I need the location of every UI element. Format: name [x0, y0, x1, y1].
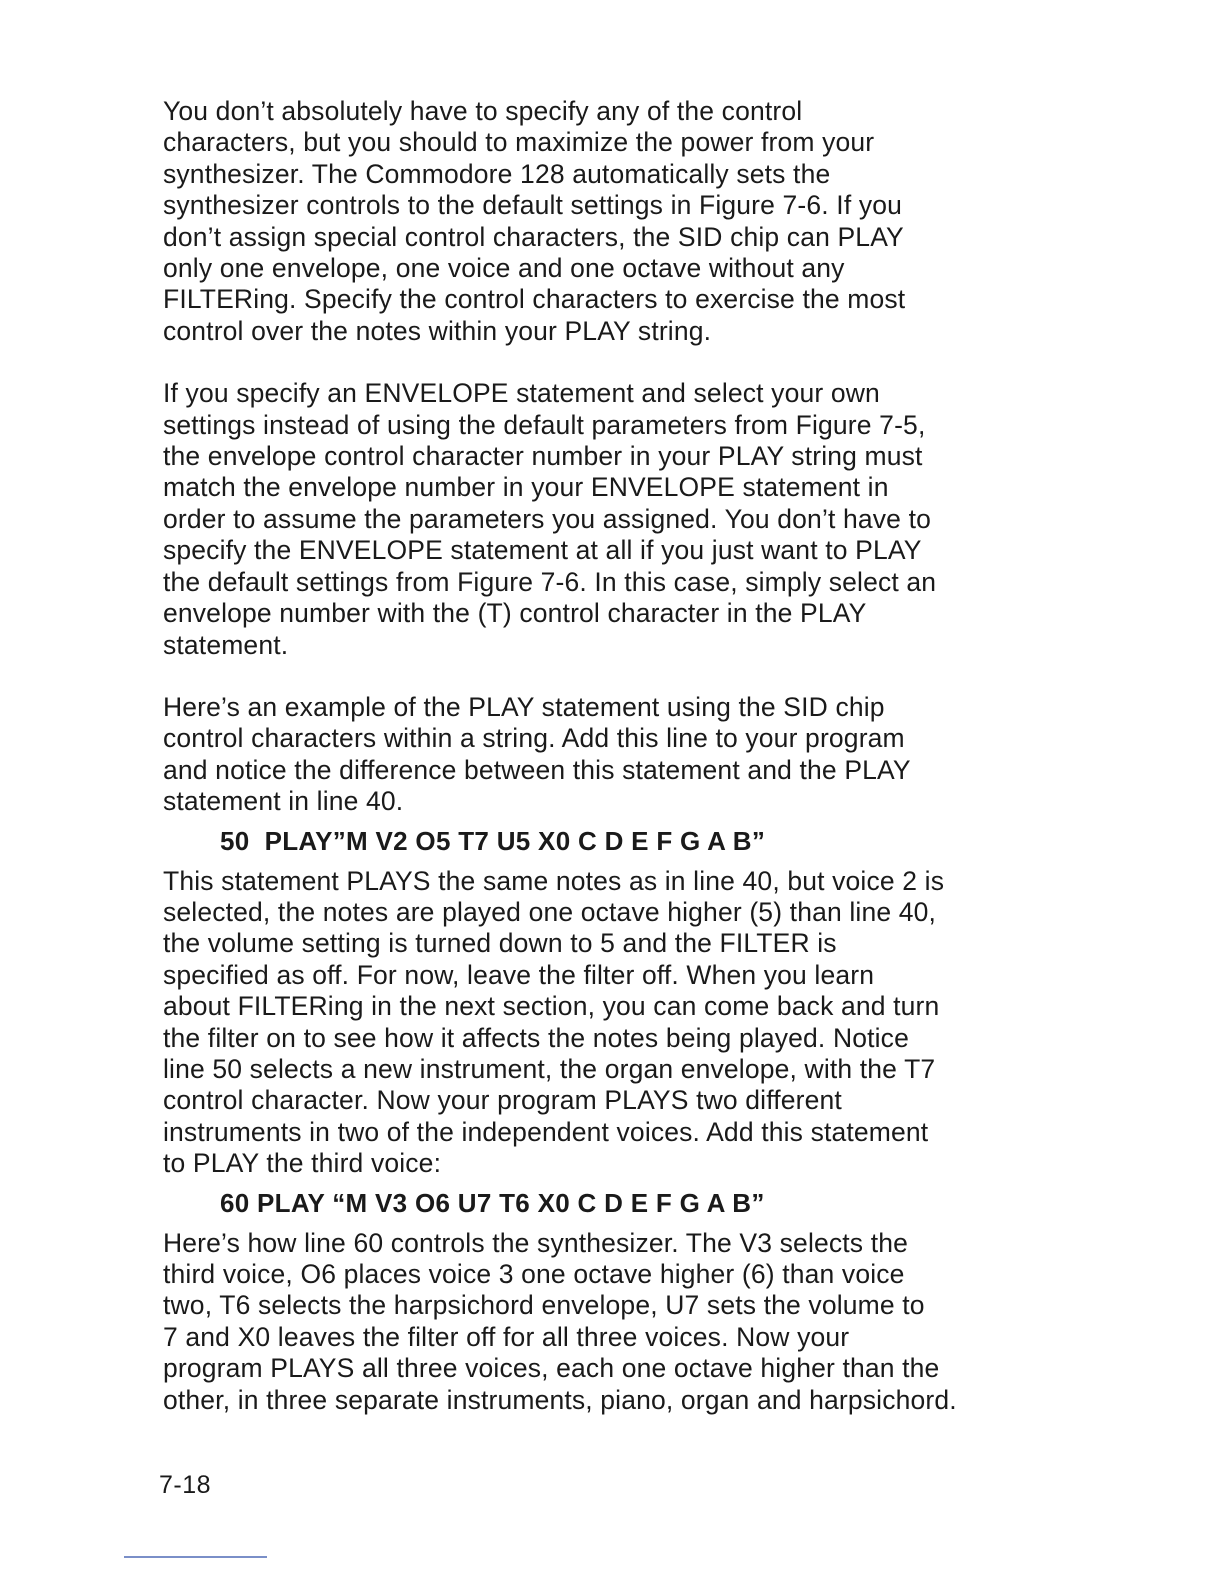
code-line-50: 50 PLAY”M V2 O5 T7 U5 X0 C D E F G A B”: [220, 825, 766, 856]
page-body: [163, 96, 1063, 1416]
paragraph-line-50-explanation: This statement PLAYS the same notes as in line 40, but voice 2 is selected, the notes are played one octave higher (5) than line 40, the volume setting is turned down to 5 and the FILTER is specified as off. For now, leave the filter off. When you learn about FILTERing in the next section, you can come back and turn the filter on to see how it affects the notes being played. Notice line 50 selects a new instrument, the organ envelope, with the T7 control character. Now your program PLAYS two different instruments in two of the independent voices. Add this statement to PLAY the third voice:: [163, 865, 945, 1179]
bottom-rule-divider: [124, 1556, 267, 1558]
paragraph-control-characters: You don’t absolutely have to specify any of the control characters, but you should to maximize the power from your synthesizer. The Commodore 128 automatically sets the synthesizer controls to the default settings in Figure 7-6. If you don’t assign special control characters, the SID chip can PLAY only one envelope, one voice and one octave without any FILTERing. Specify the control characters to exercise the most control over the notes within your PLAY string.: [163, 96, 906, 346]
code-line-60: 60 PLAY “M V3 O6 U7 T6 X0 C D E F G A B”: [220, 1187, 765, 1218]
paragraph-line-60-explanation: Here’s how line 60 controls the synthesizer. The V3 selects the third voice, O6 places voice 3 one octave higher (6) than voice two, T6 selects the harpsichord envelope, U7 sets the volume to 7 and X0 leaves the filter off for all three voices. Now your program PLAYS all three voices, each one octave higher than the other, in three separate instruments, piano, organ and harpsichord.: [163, 1227, 957, 1415]
paragraph-play-example-intro: Here’s an example of the PLAY statement using the SID chip control characters within a string. Add this line to your program and notice the difference between this statement and the PLAY statement in line 40.: [163, 691, 911, 817]
page-number: 7-18: [159, 1471, 212, 1499]
paragraph-envelope-statement: If you specify an ENVELOPE statement and select your own settings instead of using the default parameters from Figure 7-5, the envelope control character number in your PLAY string must match the envelope number in your ENVELOPE statement in order to assume the parameters you assigned. You don’t have to specify the ENVELOPE statement at all if you just want to PLAY the default settings from Figure 7-6. In this case, simply select an envelope number with the (T) control character in the PLAY statement.: [163, 378, 937, 660]
